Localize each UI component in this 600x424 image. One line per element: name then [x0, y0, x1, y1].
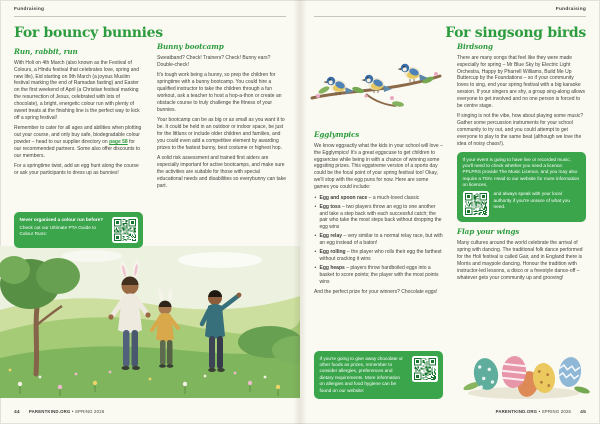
footer-brand: PARENTKIND.ORG: [495, 409, 538, 414]
list-item-label: Egg relay: [319, 233, 343, 240]
column-run-rabbit: [14, 47, 143, 248]
callout-text: If you're going to give away chocolate or other foods as prizes, remember to consider allergies, preferences and dietary requirements. More information on allergies and food hygiene can be found on our website:: [319, 355, 403, 393]
header-rule: [314, 16, 586, 17]
column-bunny-bootcamp: [157, 42, 286, 248]
body-paragraph: Sweatband? Check! Trainers? Check! Bunny ears? Double-check!: [157, 54, 271, 68]
page-58-link[interactable]: page 58: [109, 139, 128, 146]
section-heading: Bunny bootcamp: [157, 42, 224, 51]
egg-games-list: [314, 195, 443, 286]
section-kicker: Fundraising: [14, 7, 45, 12]
page-right: [300, 0, 600, 424]
section-heading: Birdsong: [457, 42, 493, 51]
body-text: Remember to cater for all ages and abilities when plotting out your course, and only buy safe, biodegradable colour powder – head to our supplier directory on: [14, 125, 142, 146]
callout-question: Never organised a colour run before?: [19, 217, 104, 222]
footer-edition: • SPRING 2026: [71, 409, 105, 414]
footer-left: [14, 409, 104, 415]
list-item-text: – the player who rolls their egg the farthest without cracking it wins: [319, 249, 442, 263]
qr-code-music-licence: [463, 191, 489, 217]
section-heading: Flap your wings: [457, 227, 520, 237]
callout-cta: Check out our Ultimate PTA Guide to Colour Runs:: [19, 224, 97, 237]
body-paragraph: Your bootcamp can be as big or as small as you want it to be. It could be held in an outdoor or indoor space, be just for the littluns or include older children and families, and you could even add a competitive element by awarding prizes to the fastest bunny, best costume or highest hop.: [157, 117, 285, 151]
allergies-callout: [314, 351, 443, 399]
page-number: 45: [580, 410, 586, 415]
qr-code-allergies: [412, 356, 438, 382]
meadow-bunny-illustration: [0, 246, 300, 398]
body-paragraph: [14, 125, 143, 159]
list-item-text: – players throw hardboiled eggs into a basket to score points; the player with the most points wins: [319, 265, 439, 286]
list-item-label: Egg toss: [319, 203, 341, 210]
list-item-text: – very similar to a normal relay race, but with an egg instead of a baton!: [319, 233, 443, 247]
body-paragraph: With Holi on 4th March (also known as the Festival of Colours, a Hindu festival that celebrates love, spring and new life), Eid starting on 9th March (a joyous Muslim festival marking the end of Ramadan fasting) and Easter on the first weekend of April (a Christian festival marking the resurrection of Jesus, celebrated with lots of chocolate), a bright, energetic colour run with plenty of sweet treats at the finishing line is the perfect way to kick off a spring festival!: [14, 59, 140, 121]
list-item: [314, 204, 443, 232]
list-item: [314, 195, 443, 202]
list-item: [314, 233, 443, 247]
body-paragraph: Many cultures around the world celebrate the arrival of spring with dancing. The traditional folk dance performed for the Holi festival is called Gair, and in England there is Morris and maypole dancing. Honour the tradition with instructor-led lessons, a disco or a freestyle dance-off – whatever gets your community up and grooving!: [457, 240, 583, 281]
body-paragraph: There are many songs that feel like they were made especially for spring – Mr Blue Sky by Electric Light Orchestra, Happy by Pharrell Williams, Build Me Up Buttercup by the Foundations – so if your community loves to sing, end your spring festival with a big karaoke session. If your singers are shy, a group sing-along allows everyone to get involved and no one person is forced to be centre stage.: [457, 54, 586, 109]
callout-text: [20, 217, 107, 238]
column-birdsong: [457, 42, 586, 342]
footer-brand: PARENTKIND.ORG: [28, 409, 71, 414]
body-paragraph: We know eggsactly what the kids in your school will love – the Egglympics! It's a great eggscuse to get children to eggsercise while being in with a chance of winning some eggsiting prizes. This eggstreme version of a sports day could be the focal point of your spring festival too! Okay, we'll stop with the egg puns for now. Here are some games you could include:: [314, 142, 443, 191]
list-item: [314, 265, 443, 286]
colour-run-callout: [14, 212, 143, 248]
body-text: for our recommended partners. Some also offer discounts to our members.: [14, 139, 141, 159]
list-item-label: Egg and spoon race: [319, 194, 368, 201]
column-egglympics: [314, 130, 443, 338]
section-heading: Run, rabbit, run: [14, 47, 78, 56]
section-kicker: Fundraising: [555, 7, 586, 12]
list-item-text: – two players throw an egg to one another and take a step back with each successful catch; the pair who take the most steps back without dropping the egg wins: [319, 203, 442, 231]
footer-edition: • SPRING 2026: [538, 409, 572, 414]
section-heading: Egglympics: [314, 130, 360, 139]
music-licence-callout: [457, 152, 586, 223]
qr-code-colour-run: [112, 217, 138, 243]
birds-on-branch-illustration: [308, 40, 444, 126]
page-title-right: For singsong birds: [445, 25, 586, 41]
header-rule: [14, 16, 286, 17]
body-paragraph: For a springtime twist, add an egg hunt along the course or ask your participants to dress up as bunnies!: [14, 163, 139, 177]
body-paragraph: It's tough work being a bunny, so prep the children for springtime with a bunny bootcamp. You could hire a qualified instructor to take the children through a fun workout, ask a teacher to host a hop-a-thon or create an obstacle course to truly challenge the fitness of your bunnies.: [157, 72, 282, 113]
list-item-text: – a much-loved classic: [367, 194, 420, 201]
list-item-label: Egg heaps: [319, 265, 345, 272]
list-item-label: Egg rolling: [319, 249, 346, 256]
callout-text: If your event is going to have live or recorded music, you'll need to check whether you need a licence. PPLPRS provide The Music Licence, and you may also require a TEN. Head to our website for more information on licences,: [462, 156, 580, 188]
page-number: 44: [14, 410, 20, 415]
body-paragraph: And the perfect prize for your winners? Chocolate eggs!: [314, 289, 438, 295]
bird: [397, 64, 428, 82]
list-item: [314, 249, 443, 263]
painted-eggs-illustration: [456, 340, 592, 400]
body-paragraph: A solid risk assessment and trained first aiders are especially important for active bootcamps, and make sure the activities are suitable for those with special educational needs and disabilities so everybunny can take part.: [157, 155, 286, 189]
page-title-left: For bouncy bunnies: [14, 25, 163, 41]
callout-text: and always speak with your local authority if you're unsure of what you need.: [493, 191, 570, 210]
body-paragraph: If singing is not the vibe, how about playing some music? Gather some percussion instruments for your school community to try out, and you could attempt to get everyone to play to the same beat (although we love the idea of noisy chaos!).: [457, 113, 584, 148]
footer-right: [496, 409, 586, 415]
